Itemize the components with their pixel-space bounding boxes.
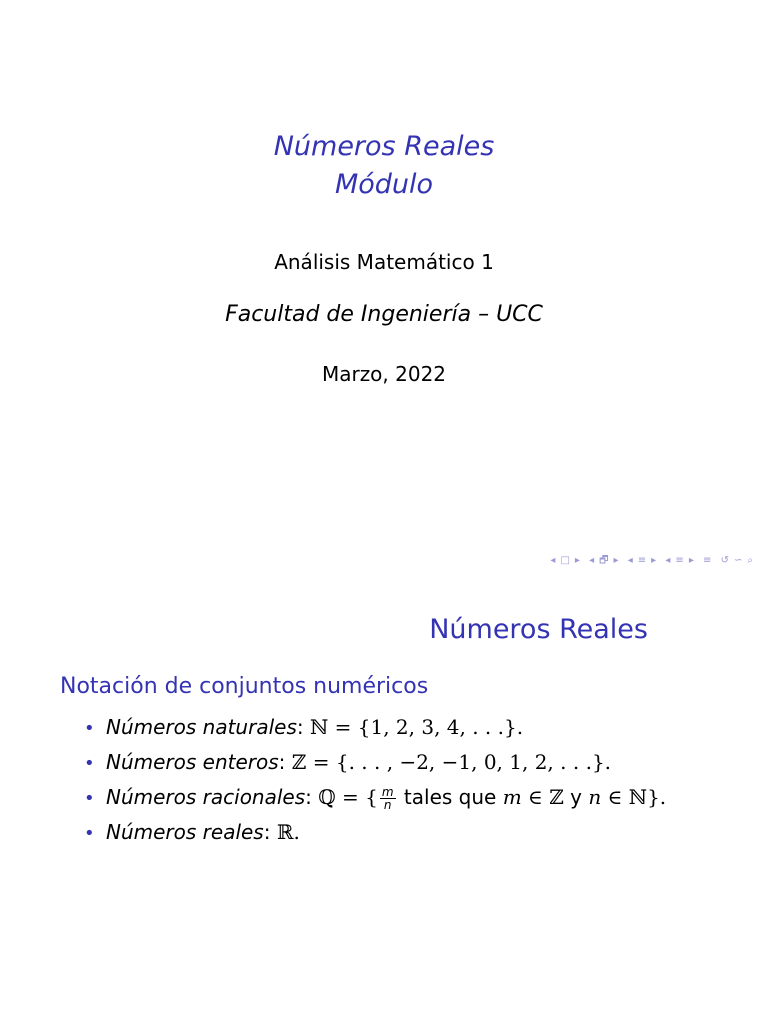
item-colon: : (263, 820, 271, 844)
nav-subsection-icon[interactable]: 🗗 (599, 555, 610, 566)
title-line-2: Módulo (334, 169, 434, 200)
item-term: Números naturales (106, 715, 297, 739)
bullet-icon: • (84, 788, 95, 809)
nav-prev-icon[interactable]: ◂ (550, 555, 557, 566)
nav-search-icon[interactable]: ⌕ (747, 555, 754, 566)
item-colon: : (278, 750, 286, 774)
fraction (380, 786, 396, 811)
item-text-y: y (563, 785, 589, 809)
presentation-date: Marzo, 2022 (321, 362, 447, 386)
item-term: Números reales (106, 820, 264, 844)
list-item-naturales (84, 710, 666, 745)
nav-next-icon[interactable]: ▸ (651, 555, 658, 566)
nav-back-icon[interactable]: ↺ (720, 555, 730, 566)
list-item-enteros (84, 745, 666, 780)
math-in-z: ∈ ℤ (521, 785, 564, 809)
nav-next-icon[interactable]: ▸ (613, 555, 620, 566)
faculty-name: Facultad de Ingeniería – UCC (225, 302, 543, 327)
item-colon: : (296, 715, 304, 739)
item-term: Números racionales (106, 785, 306, 809)
block-title: Notación de conjuntos numéricos (60, 674, 429, 699)
bullet-icon: • (84, 753, 95, 774)
frame-title: Números Reales (429, 614, 648, 645)
fraction-denominator: n (383, 798, 392, 812)
title-line-1: Números Reales (273, 131, 495, 162)
math-in-n: ∈ ℕ}. (601, 785, 667, 809)
nav-frame-icon[interactable]: □ (560, 555, 571, 566)
nav-section-icon[interactable]: ≡ (675, 555, 685, 566)
nav-prev-icon[interactable]: ◂ (665, 555, 672, 566)
bullet-icon: • (84, 823, 95, 844)
nav-next-icon[interactable]: ▸ (688, 555, 695, 566)
item-math-start: ℚ = { (318, 785, 378, 809)
presentation-title (0, 128, 768, 204)
item-math: ℕ = {1, 2, 3, 4, . . .}. (309, 715, 524, 739)
math-var-m: m (502, 785, 522, 809)
item-colon: : (305, 785, 312, 809)
item-text-tales-que: tales que (397, 785, 503, 809)
list-item-reales (84, 815, 666, 850)
nav-document-icon[interactable]: ≡ (703, 555, 713, 566)
fraction-numerator: m (381, 785, 394, 799)
item-math-m-condition (503, 785, 564, 809)
math-var-n: n (588, 785, 602, 809)
nav-prev-icon[interactable]: ◂ (589, 555, 596, 566)
nav-prev-icon[interactable]: ◂ (627, 555, 634, 566)
number-sets-list (84, 710, 666, 850)
nav-loop-icon[interactable]: ∽ (734, 555, 744, 566)
item-math: ℝ. (276, 820, 300, 844)
course-name: Análisis Matemático 1 (274, 250, 494, 274)
bullet-icon: • (84, 718, 95, 739)
item-math-n-condition (588, 785, 666, 809)
nav-section-icon[interactable]: ≡ (637, 555, 648, 566)
list-item-racionales (84, 780, 666, 815)
beamer-navigation-bar (548, 553, 756, 570)
nav-next-icon[interactable]: ▸ (574, 555, 581, 566)
content-slide (0, 576, 768, 1024)
item-term: Números enteros (106, 750, 279, 774)
item-math: ℤ = {. . . , −2, −1, 0, 1, 2, . . .}. (291, 750, 612, 774)
